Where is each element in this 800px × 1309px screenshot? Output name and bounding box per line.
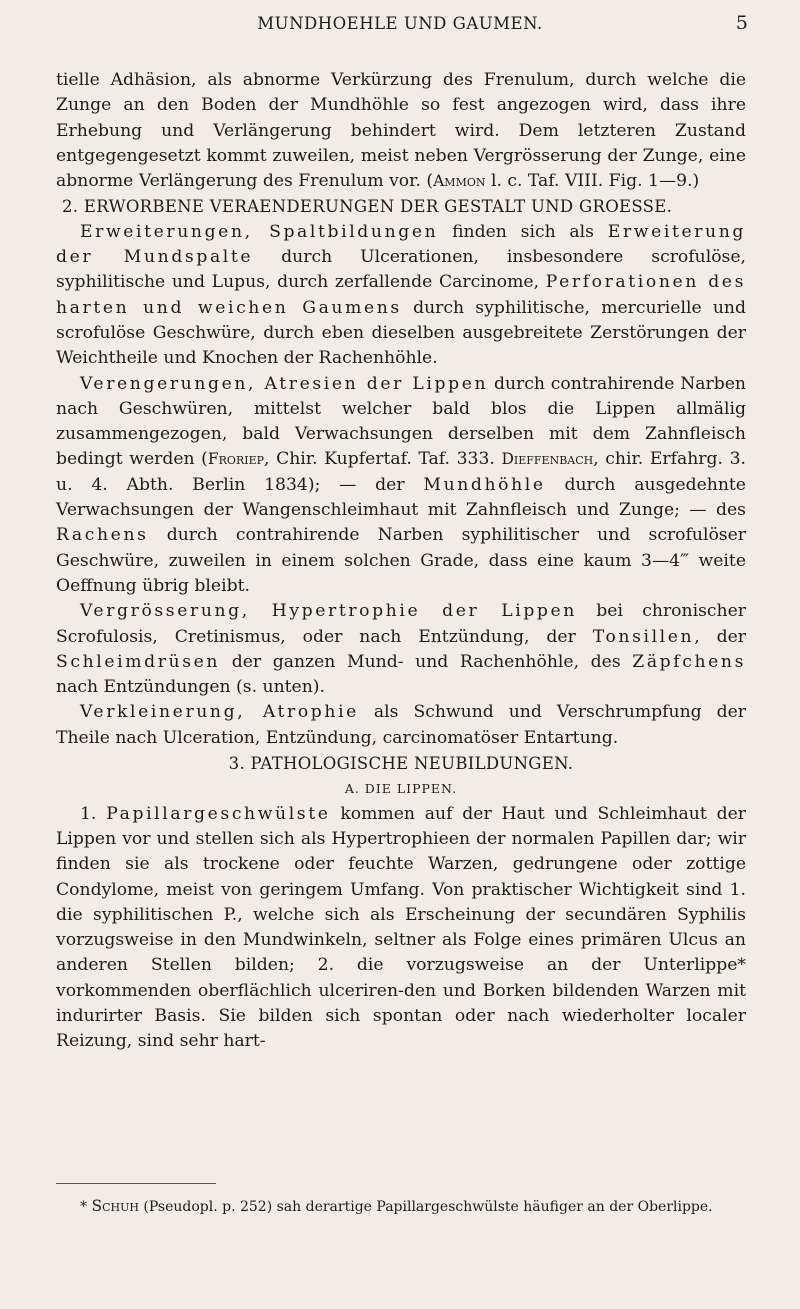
paragraph-verengerungen xyxy=(56,372,746,600)
text-run: nach Entzündungen (s. unten). xyxy=(56,677,325,698)
text-run: , Chir. Kupfertaf. Taf. 333. xyxy=(264,449,502,470)
page-number: 5 xyxy=(735,12,748,34)
section-heading-2: 2. ERWORBENE VERAENDERUNGEN DER GESTALT UND GROESSE. xyxy=(62,197,673,217)
running-head: MUNDHOEHLE UND GAUMEN. xyxy=(257,14,543,33)
spaced-term: Rachens xyxy=(56,525,149,546)
footnote xyxy=(56,1196,746,1217)
paragraph-erweiterungen xyxy=(56,220,746,372)
text-run: durch Ulcerationen, insbesondere scrofulöse, syphilitische und Lupus, durch zerfallende Carcinome, xyxy=(56,247,746,293)
text-run: durch syphilitische, mercurielle und scrofulöse Geschwüre, durch eben dieselben ausgebreitete Zerstörungen der Weichtheile und Knochen der Rachenhöhle. xyxy=(56,297,746,369)
paragraph-frenulum xyxy=(56,68,746,194)
footnote-divider xyxy=(56,1183,216,1184)
text-run: tielle Adhäsion, als abnorme Verkürzung des Frenulum, durch welche die Zunge an den Boden der Mundhöhle so fest angezogen wird, dass ihre Erhebung und Verlängerung behindert wird. Dem letzteren Zustand entgegengesetzt kommt zuweilen, meist neben Vergrösserung der Zunge, eine abnorme Verlängerung des Frenulum vor. ( xyxy=(56,70,746,192)
spaced-term: Verengerungen, Atresien der Lippen xyxy=(80,373,489,394)
text-run: kommen auf der Haut und Schleimhaut der Lippen vor und stellen sich als Hypertrophieen der normalen Papillen dar; wir finden sie als trockene oder feuchte Warzen, gedrungene oder zottige Condylome, meist von geringem Umfang. Von praktischer Wichtigkeit sind 1. die syphilitischen P., welche sich als Erscheinung der secundären Syphilis vorzugsweise in den Mundwinkeln, seltner als Folge eines primären Ulcus an anderen Stellen bilden; 2. die vorzugsweise an der Unterlippe* vorkommenden oberflächlich ulceriren-den und Borken bildenden Warzen mit indurirter Basis. Sie bilden sich spontan oder nach wiederholter localer Reizung, sind sehr hart- xyxy=(56,803,746,1052)
text-run: durch contrahirende Narben syphilitischer und scrofulöser Geschwüre, zuweilen in einem solchen Grade, dass eine kaum 3—4‴ weite Oeffnung übrig bleibt. xyxy=(56,525,746,596)
author-schuh: Schuh xyxy=(91,1197,139,1215)
spaced-term: Verkleinerung, Atrophie xyxy=(80,702,359,723)
spaced-term: Zäpfchens xyxy=(632,651,746,672)
author-froriep: Froriep xyxy=(207,450,265,469)
subsection-heading: A. DIE LIPPEN. xyxy=(344,781,458,797)
spaced-term: Erweiterungen, Spaltbildungen xyxy=(80,221,439,242)
text-run: , der xyxy=(694,626,746,647)
spaced-term: Tonsillen xyxy=(592,626,695,647)
text-run: bei chronischer Scrofulosis, Cretinismus, oder nach Entzündung, der xyxy=(56,601,746,647)
spaced-term: Perforationen des harten und weichen Gaumens xyxy=(56,272,746,318)
text-run: durch ausgedehnte Verwachsungen der Wangenschleimhaut mit Zahnfleisch und Zunge; — des xyxy=(56,474,746,521)
text-run: als Schwund und Verschrumpfung der Theile nach Ulceration, Entzündung, carcinomatöser Entartung. xyxy=(56,702,747,748)
paragraph-papillargeschwuelste xyxy=(56,802,746,1055)
item-number: 1. xyxy=(80,803,107,824)
spaced-term: Papillargeschwülste xyxy=(106,803,331,824)
author-dieffenbach: Dieffenbach xyxy=(501,450,594,469)
body-text xyxy=(56,68,746,1055)
paragraph-vergroesserung xyxy=(56,599,746,700)
spaced-term: Vergrösserung, Hypertrophie der Lippen xyxy=(80,601,577,622)
spaced-term: Schleimdrüsen xyxy=(56,651,221,672)
footnote-mark: * xyxy=(80,1199,92,1215)
text-run: durch contrahirende Narben nach Geschwüren, mittelst welcher bald blos die Lippen allmälig zusammengezogen, bald Verwachsungen derselben mit dem Zahnfleisch bedingt werden ( xyxy=(56,373,747,470)
spaced-term: Erweiterung der Mundspalte xyxy=(56,221,746,268)
spaced-term: Mundhöhle xyxy=(423,474,546,495)
text-run: l. c. Taf. VIII. Fig. 1—9.) xyxy=(485,171,700,192)
paragraph-verkleinerung xyxy=(56,700,746,751)
footnote-text: (Pseudopl. p. 252) sah derartige Papillargeschwülste häufiger an der Oberlippe. xyxy=(138,1199,713,1215)
text-run: , chir. Erfahrg. 3. u. 4. Abth. Berlin 1834); — der xyxy=(56,449,746,495)
section-heading-3: 3. PATHOLOGISCHE NEUBILDUNGEN. xyxy=(228,754,574,774)
text-run: der ganzen Mund- und Rachenhöhle, des xyxy=(220,651,633,672)
author-ammon: Ammon xyxy=(433,172,486,191)
text-run: finden sich als xyxy=(438,221,608,242)
